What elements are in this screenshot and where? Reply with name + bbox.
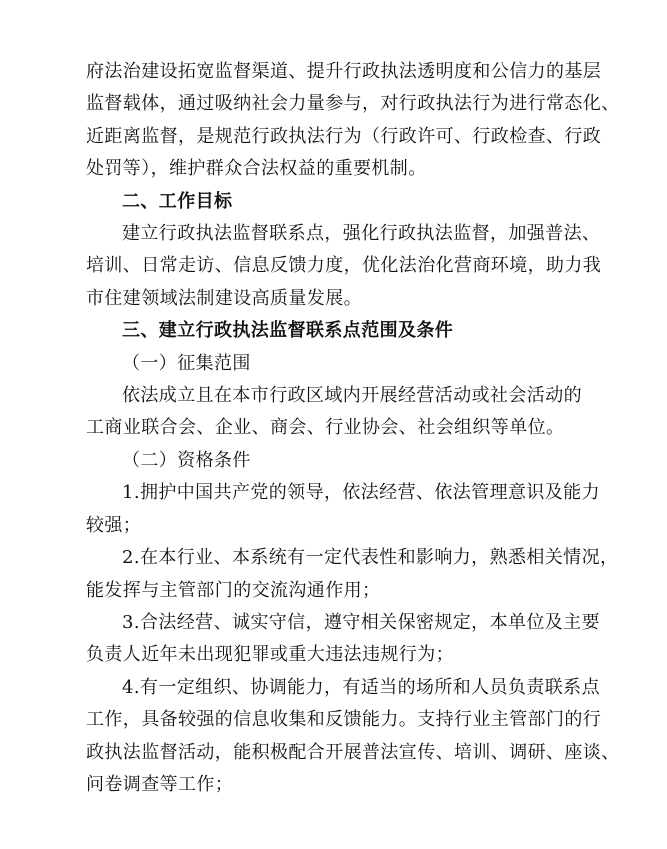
goals-paragraph bbox=[86, 218, 602, 315]
text-line: 市住建领域法制建设高质量发展。 bbox=[86, 287, 362, 309]
text-line: 问卷调查等工作； bbox=[86, 773, 234, 795]
subsection-title-scope: （一）征集范围 bbox=[122, 352, 251, 374]
qualification-item-3 bbox=[86, 607, 600, 672]
text-line: 处罚等），维护群众合法权益的重要机制。 bbox=[86, 158, 427, 180]
subsection-title-qualifications: （二）资格条件 bbox=[122, 449, 251, 471]
text-line: 3.合法经营、诚实守信，遵守相关保密规定，本单位及主要 bbox=[122, 611, 600, 633]
text-line: 较强； bbox=[86, 514, 142, 536]
text-line: 工作，具备较强的信息收集和反馈能力。支持行业主管部门的行 bbox=[86, 709, 602, 731]
text-line: 1.拥护中国共产党的领导，依法经营、依法管理意识及能力 bbox=[122, 482, 600, 504]
qualification-item-2 bbox=[86, 542, 619, 607]
text-line: 能发挥与主管部门的交流沟通作用； bbox=[86, 579, 381, 601]
text-line: 监督载体，通过吸纳社会力量参与，对行政执法行为进行常态化、 bbox=[86, 93, 620, 115]
text-line: 依法成立且在本市行政区域内开展经营活动或社会活动的 bbox=[122, 385, 582, 407]
section-heading-goals: 二、工作目标 bbox=[122, 190, 233, 212]
scope-paragraph bbox=[86, 380, 596, 445]
text-line: 府法治建设拓宽监督渠道、提升行政执法透明度和公信力的基层 bbox=[86, 61, 602, 82]
text-line: 2.在本行业、本系统有一定代表性和影响力，熟悉相关情况， bbox=[122, 547, 619, 569]
intro-paragraph bbox=[86, 56, 620, 186]
text-line: 4.有一定组织、协调能力，有适当的场所和人员负责联系点 bbox=[122, 676, 600, 698]
text-line: 政执法监督活动，能积极配合开展普法宣传、培训、调研、座谈、 bbox=[86, 741, 620, 763]
document-page bbox=[86, 56, 620, 801]
text-line: 近距离监督，是规范行政执法行为（行政许可、行政检查、行政 bbox=[86, 125, 602, 147]
text-line: 培训、日常走访、信息反馈力度，优化法治化营商环境，助力我 bbox=[86, 255, 602, 277]
qualification-item-1 bbox=[86, 477, 600, 542]
text-line: 建立行政执法监督联系点，强化行政执法监督，加强普法、 bbox=[122, 223, 601, 245]
text-line: 工商业联合会、企业、商会、行业协会、社会组织等单位。 bbox=[86, 417, 565, 439]
qualification-item-4 bbox=[86, 672, 620, 802]
text-line: 负责人近年未出现犯罪或重大违法违规行为； bbox=[86, 644, 454, 666]
section-heading-scope: 三、建立行政执法监督联系点范围及条件 bbox=[122, 320, 454, 342]
